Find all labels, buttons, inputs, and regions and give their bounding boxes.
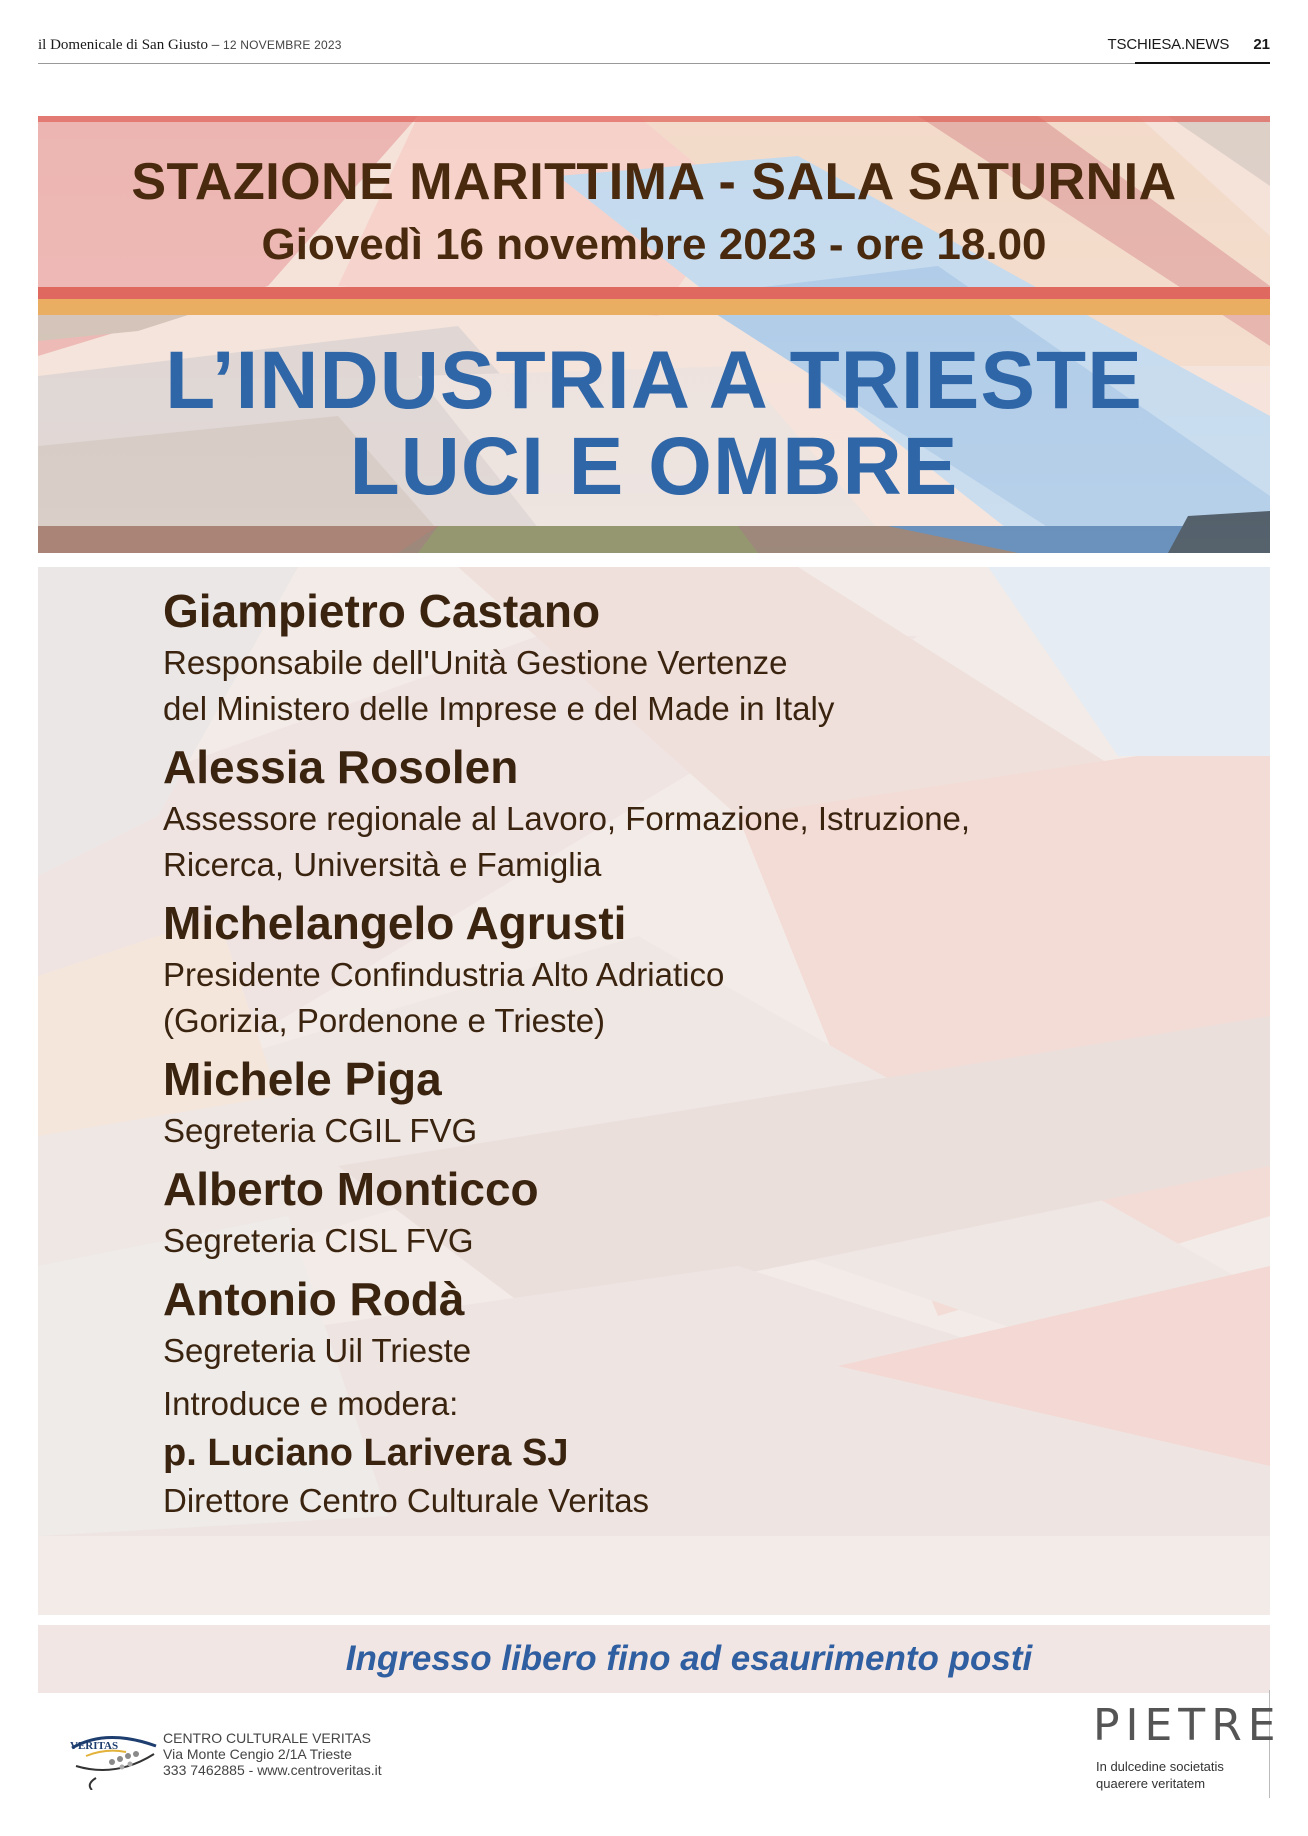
pietre-motto xyxy=(1096,1758,1224,1792)
veritas-contact-block xyxy=(163,1730,382,1778)
pietre-motto-line2: quaerere veritatem xyxy=(1096,1776,1206,1791)
speaker-item xyxy=(163,1160,1163,1264)
site-name: TSCHIESA.NEWS xyxy=(1107,36,1230,53)
running-header-right xyxy=(1108,36,1270,53)
speaker-role: (Gorizia, Pordenone e Trieste) xyxy=(163,1002,606,1039)
veritas-address: Via Monte Cengio 2/1A Trieste xyxy=(163,1746,352,1762)
speaker-name: Antonio Rodà xyxy=(163,1273,465,1325)
speaker-role: Assessore regionale al Lavoro, Formazione, Istruzione, xyxy=(163,800,971,837)
header-rule-accent xyxy=(1135,62,1270,64)
speaker-role: Presidente Confindustria Alto Adriatico xyxy=(163,956,725,993)
header-rule xyxy=(38,63,1270,64)
speaker-role: Responsabile dell'Unità Gestione Vertenze xyxy=(163,644,788,681)
pietre-logo: PIETRE xyxy=(1093,1700,1282,1751)
speaker-role: Ricerca, Università e Famiglia xyxy=(163,846,602,883)
veritas-contact: 333 7462885 - www.centroveritas.it xyxy=(163,1762,382,1778)
speaker-name: Michelangelo Agrusti xyxy=(163,897,627,949)
event-venue: STAZIONE MARITTIMA - SALA SATURNIA xyxy=(131,153,1177,211)
speaker-name: Michele Piga xyxy=(163,1053,442,1105)
speaker-name: Giampietro Castano xyxy=(163,585,601,637)
speaker-role: del Ministero delle Imprese e del Made in Italy xyxy=(163,690,835,727)
event-datetime: Giovedì 16 novembre 2023 - ore 18.00 xyxy=(261,220,1047,269)
veritas-name: CENTRO CULTURALE VERITAS xyxy=(163,1730,371,1746)
page-number: 21 xyxy=(1253,36,1270,53)
veritas-logo xyxy=(66,1718,162,1790)
pietre-motto-line1: In dulcedine societatis xyxy=(1096,1759,1224,1774)
speaker-role: Segreteria Uil Trieste xyxy=(163,1332,472,1369)
event-poster xyxy=(38,116,1270,1693)
moderator-role: Direttore Centro Culturale Veritas xyxy=(163,1482,650,1519)
speaker-list xyxy=(163,582,1163,1524)
speaker-item xyxy=(163,582,1163,732)
speaker-role: Segreteria CGIL FVG xyxy=(163,1112,478,1149)
running-header-left xyxy=(38,37,342,54)
speaker-item xyxy=(163,1270,1163,1374)
speaker-name: Alberto Monticco xyxy=(163,1163,539,1215)
speaker-item xyxy=(163,1050,1163,1154)
header-separator: – xyxy=(211,37,220,53)
event-title-line2: LUCI E OMBRE xyxy=(349,421,959,512)
speaker-role: Segreteria CISL FVG xyxy=(163,1222,474,1259)
publication-name: il Domenicale di San Giusto xyxy=(38,37,208,53)
issue-date: 12 NOVEMBRE 2023 xyxy=(222,38,342,52)
speaker-name: Alessia Rosolen xyxy=(163,741,519,793)
speaker-item xyxy=(163,894,1163,1044)
entry-note: Ingresso libero fino ad esaurimento posti xyxy=(345,1639,1033,1678)
moderator-intro-label: Introduce e modera: xyxy=(163,1385,459,1422)
event-title-line1: L’INDUSTRIA A TRIESTE xyxy=(165,335,1143,426)
veritas-logo-text: VERITAS xyxy=(70,1740,119,1752)
moderator-name: p. Luciano Larivera SJ xyxy=(163,1432,569,1474)
speaker-item xyxy=(163,738,1163,888)
